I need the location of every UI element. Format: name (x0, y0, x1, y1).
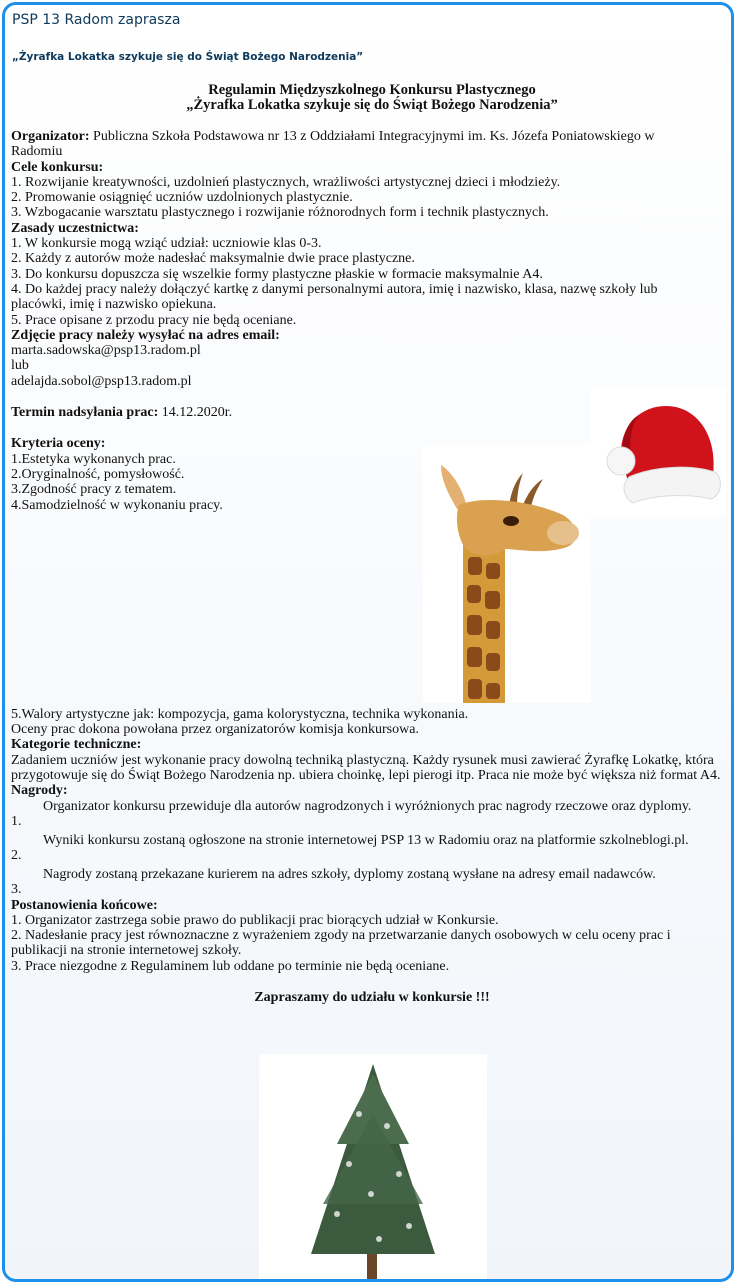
prize-number: 1. (11, 813, 22, 829)
prize-number: 2. (11, 847, 22, 863)
rule-item: 3. Do konkursu dopuszcza się wszelkie formy plastyczne płaskie w formacie maksymalnie A4. (11, 266, 543, 282)
prize-item (11, 833, 733, 863)
prizes-list (11, 799, 733, 898)
tech-heading: Kategorie techniczne: (11, 737, 142, 753)
email-or: lub (11, 358, 29, 374)
prize-number: 3. (11, 882, 22, 898)
post-subtitle: „Żyrafka Lokatka szykuje się do Świąt Bożego Narodzenia” (12, 51, 364, 63)
jury-note: Oceny prac dokona powołana przez organizatorów komisja konkursowa. (11, 722, 419, 738)
organizer (11, 129, 701, 160)
criteria-item: 5.Walory artystyczne jak: kompozycja, gama kolorystyczna, technika wykonania. (11, 706, 469, 722)
final-heading: Postanowienia końcowe: (11, 897, 158, 913)
rules-heading: Zasady uczestnictwa: (11, 220, 139, 236)
prize-item (11, 799, 733, 829)
deadline-label: Termin nadsyłania prac: (11, 405, 159, 421)
final-item: 1. Organizator zastrzega sobie prawo do publikacji prac biorących udział w Konkursie. (11, 912, 499, 928)
christmas-tree-image (259, 1054, 487, 1282)
criteria-item: 1.Estetyka wykonanych prac. (11, 451, 176, 467)
final-item: 2. Nadesłanie pracy jest równoznaczne z wyrażeniem zgody na przetwarzanie danych osobowych w celu oceny prac i publikacji na stronie internetowej szkoły. (11, 928, 671, 959)
rule-item: 1. W konkursie mogą wziąć udział: uczniowie klas 0-3. (11, 236, 322, 252)
deadline-value: 14.12.2020r. (158, 405, 233, 421)
prizes-heading: Nagrody: (11, 783, 68, 799)
organizer-label: Organizator: (11, 129, 90, 144)
prize-item (11, 867, 733, 897)
prize-text: Organizator konkursu przewiduje dla autorów nagrodzonych i wyróżnionych prac nagrody rzeczowe oraz dyplomy. (43, 798, 692, 814)
goals-heading: Cele konkursu: (11, 159, 104, 175)
regulations-title-line1: Regulamin Międzyszkolnego Konkursu Plastycznego (208, 82, 536, 98)
organizer-text: Publiczna Szkoła Podstawowa nr 13 z Oddziałami Integracyjnymi im. Ks. Józefa Poniatowskiego w Radomiu (11, 129, 655, 160)
regulations-document (11, 83, 733, 1005)
email-address-1: marta.sadowska@psp13.radom.pl (11, 343, 201, 359)
prize-text: Wyniki konkursu zostaną ogłoszone na stronie internetowej PSP 13 w Radomiu oraz na platformie szkolneblogi.pl. (43, 832, 689, 848)
email-heading: Zdjęcie pracy należy wysyłać na adres email: (11, 327, 280, 343)
rule-item: 2. Każdy z autorów może nadesłać maksymalnie dwie prace plastyczne. (11, 251, 415, 267)
email-address-2: adelajda.sobol@psp13.radom.pl (11, 373, 192, 389)
post-title: PSP 13 Radom zaprasza (12, 12, 181, 28)
criteria-heading: Kryteria oceny: (11, 436, 106, 452)
criteria-item: 3.Zgodność pracy z tematem. (11, 482, 177, 498)
rule-item: 4. Do każdej pracy należy dołączyć kartkę z danymi personalnymi autora, imię i nazwisko, klasa, nazwę szkoły lub placówki, imię i nazwisko opiekuna. (11, 281, 658, 313)
goal-item: 1. Rozwijanie kreatywności, uzdolnień plastycznych, wrażliwości artystycznej dzieci i młodzieży. (11, 174, 561, 190)
deadline (11, 405, 733, 420)
criteria-item: 4.Samodzielność w wykonaniu pracy. (11, 497, 223, 513)
criteria-item: 2.Oryginalność, pomysłowość. (11, 466, 185, 482)
goal-item: 3. Wzbogacanie warsztatu plastycznego i rozwijanie różnorodnych form i technik plastycznych. (11, 205, 549, 221)
content-frame (2, 2, 734, 1282)
regulations-title-line2: „Żyrafka Lokatka szykuje się do Świąt Bożego Narodzenia” (186, 97, 558, 113)
goal-item: 2. Promowanie osiągnięć uczniów uzdolnionych plastycznie. (11, 190, 353, 206)
prize-text: Nagrody zostaną przekazane kurierem na adres szkoły, dyplomy zostaną wysłane na adresy email nadawców. (43, 867, 656, 883)
rule-item: 5. Prace opisane z przodu pracy nie będą oceniane. (11, 312, 297, 328)
invite-text: Zapraszamy do udziału w konkursie !!! (254, 989, 490, 1005)
final-item: 3. Prace niezgodne z Regulaminem lub oddane po terminie nie będą oceniane. (11, 958, 450, 974)
tech-text: Zadaniem uczniów jest wykonanie pracy dowolną techniką plastyczną. Każdy rysunek musi zawierać Żyrafkę Lokatkę, która przygotowuje się do Świąt Bożego Narodzenia np. ubiera choinkę, lepi pierogi itp. Praca nie może być większa niż format A4. (11, 752, 721, 784)
